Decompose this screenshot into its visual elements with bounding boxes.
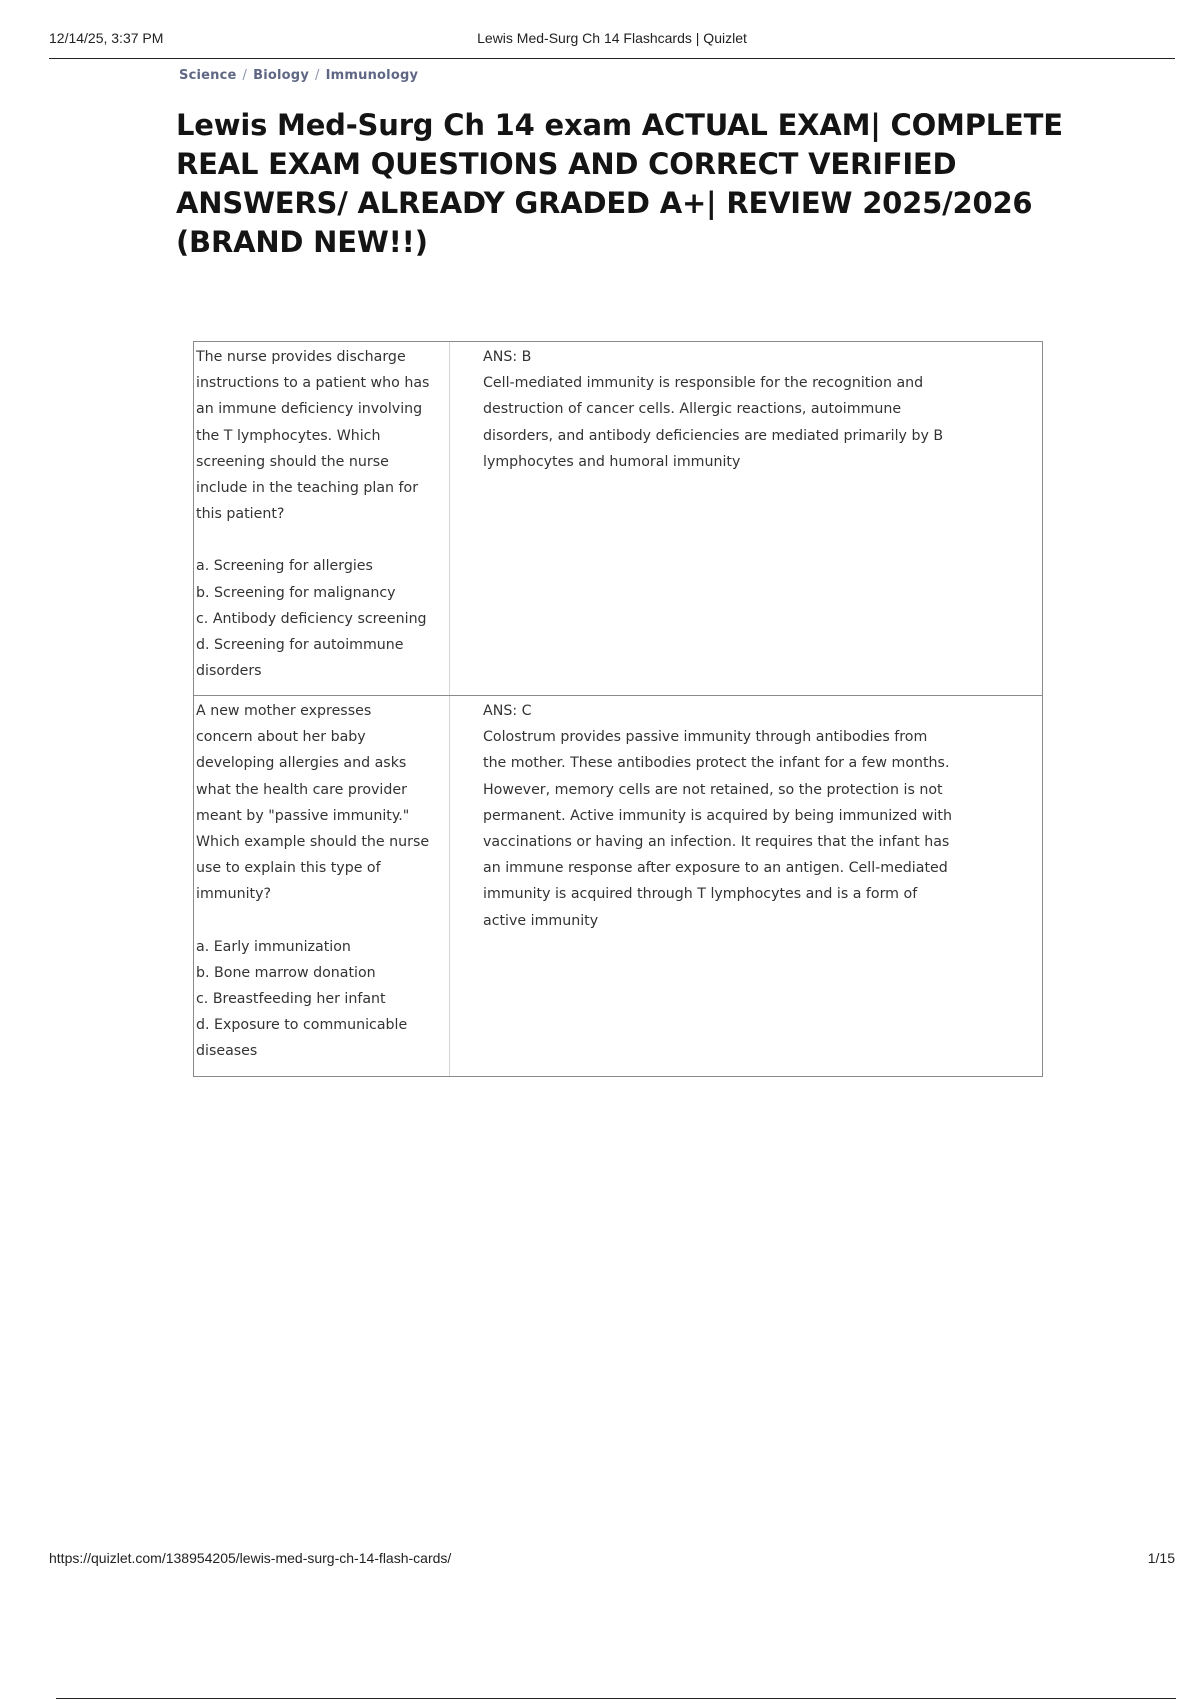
option-b: b. Bone marrow donation [196, 964, 376, 981]
page-divider [56, 1698, 1176, 1699]
option-c: c. Antibody deficiency screening [196, 610, 427, 627]
answer-options [196, 553, 449, 684]
flashcard-row [194, 342, 1042, 696]
question-text: A new mother expresses concern about her baby developing allergies and asks what the health care provider meant by "passive immunity." Which example should the nurse use to explain this type of immunity? [196, 703, 430, 903]
option-d: d. Screening for autoimmune disorders [196, 637, 404, 680]
flashcard-table [193, 341, 1043, 1077]
page-title: Lewis Med-Surg Ch 14 exam ACTUAL EXAM| COMPLETE REAL EXAM QUESTIONS AND CORRECT VERIFIED ANSWERS/ ALREADY GRADED A+| REVIEW 2025/2026 (BRAND NEW!!) [176, 108, 1063, 259]
answer-explanation: Colostrum provides passive immunity through antibodies from the mother. These antibodies protect the infant for a few months. However, memory cells are not retained, so the protection is not permanent. Active immunity is acquired by being immunized with vaccinations or having an infection. It requires that the infant has an immune response after exposure to an antigen. Cell-mediated immunity is acquired through T lymphocytes and is a form of active immunity [483, 729, 952, 929]
definition-cell [450, 342, 1042, 695]
option-c: c. Breastfeeding her infant [196, 991, 386, 1008]
answer-label: ANS: C [483, 703, 532, 719]
breadcrumb-separator: / [242, 68, 248, 83]
answer-label: ANS: B [483, 349, 532, 365]
answer-options [196, 934, 449, 1065]
breadcrumb-science[interactable]: Science [179, 68, 237, 83]
term-cell [194, 696, 450, 1076]
print-header [49, 28, 1175, 59]
question-text: The nurse provides discharge instructions to a patient who has an immune deficiency involving the T lymphocytes. Which screening should the nurse include in the teaching plan for this patient? [196, 349, 430, 523]
page-number: 1/15 [1147, 1550, 1175, 1566]
option-a: a. Early immunization [196, 938, 351, 955]
breadcrumb-immunology[interactable]: Immunology [325, 68, 419, 83]
breadcrumb-biology[interactable]: Biology [253, 68, 309, 83]
breadcrumb [179, 68, 418, 83]
print-date: 12/14/25, 3:37 PM [49, 30, 164, 46]
page-url: https://quizlet.com/138954205/lewis-med-surg-ch-14-flash-cards/ [49, 1550, 452, 1566]
definition-cell [450, 696, 1042, 1076]
breadcrumb-separator: / [315, 68, 320, 83]
print-doc-title: Lewis Med-Surg Ch 14 Flashcards | Quizlet [477, 30, 747, 46]
option-d: d. Exposure to communicable diseases [196, 1017, 408, 1060]
term-cell [194, 342, 450, 695]
option-a: a. Screening for allergies [196, 558, 373, 575]
answer-explanation: Cell-mediated immunity is responsible for the recognition and destruction of cancer cells. Allergic reactions, autoimmune disorders, and antibody deficiencies are mediated primarily by B lymphocytes and humoral immunity [483, 375, 944, 470]
option-b: b. Screening for malignancy [196, 584, 396, 601]
flashcard-row [194, 696, 1042, 1076]
